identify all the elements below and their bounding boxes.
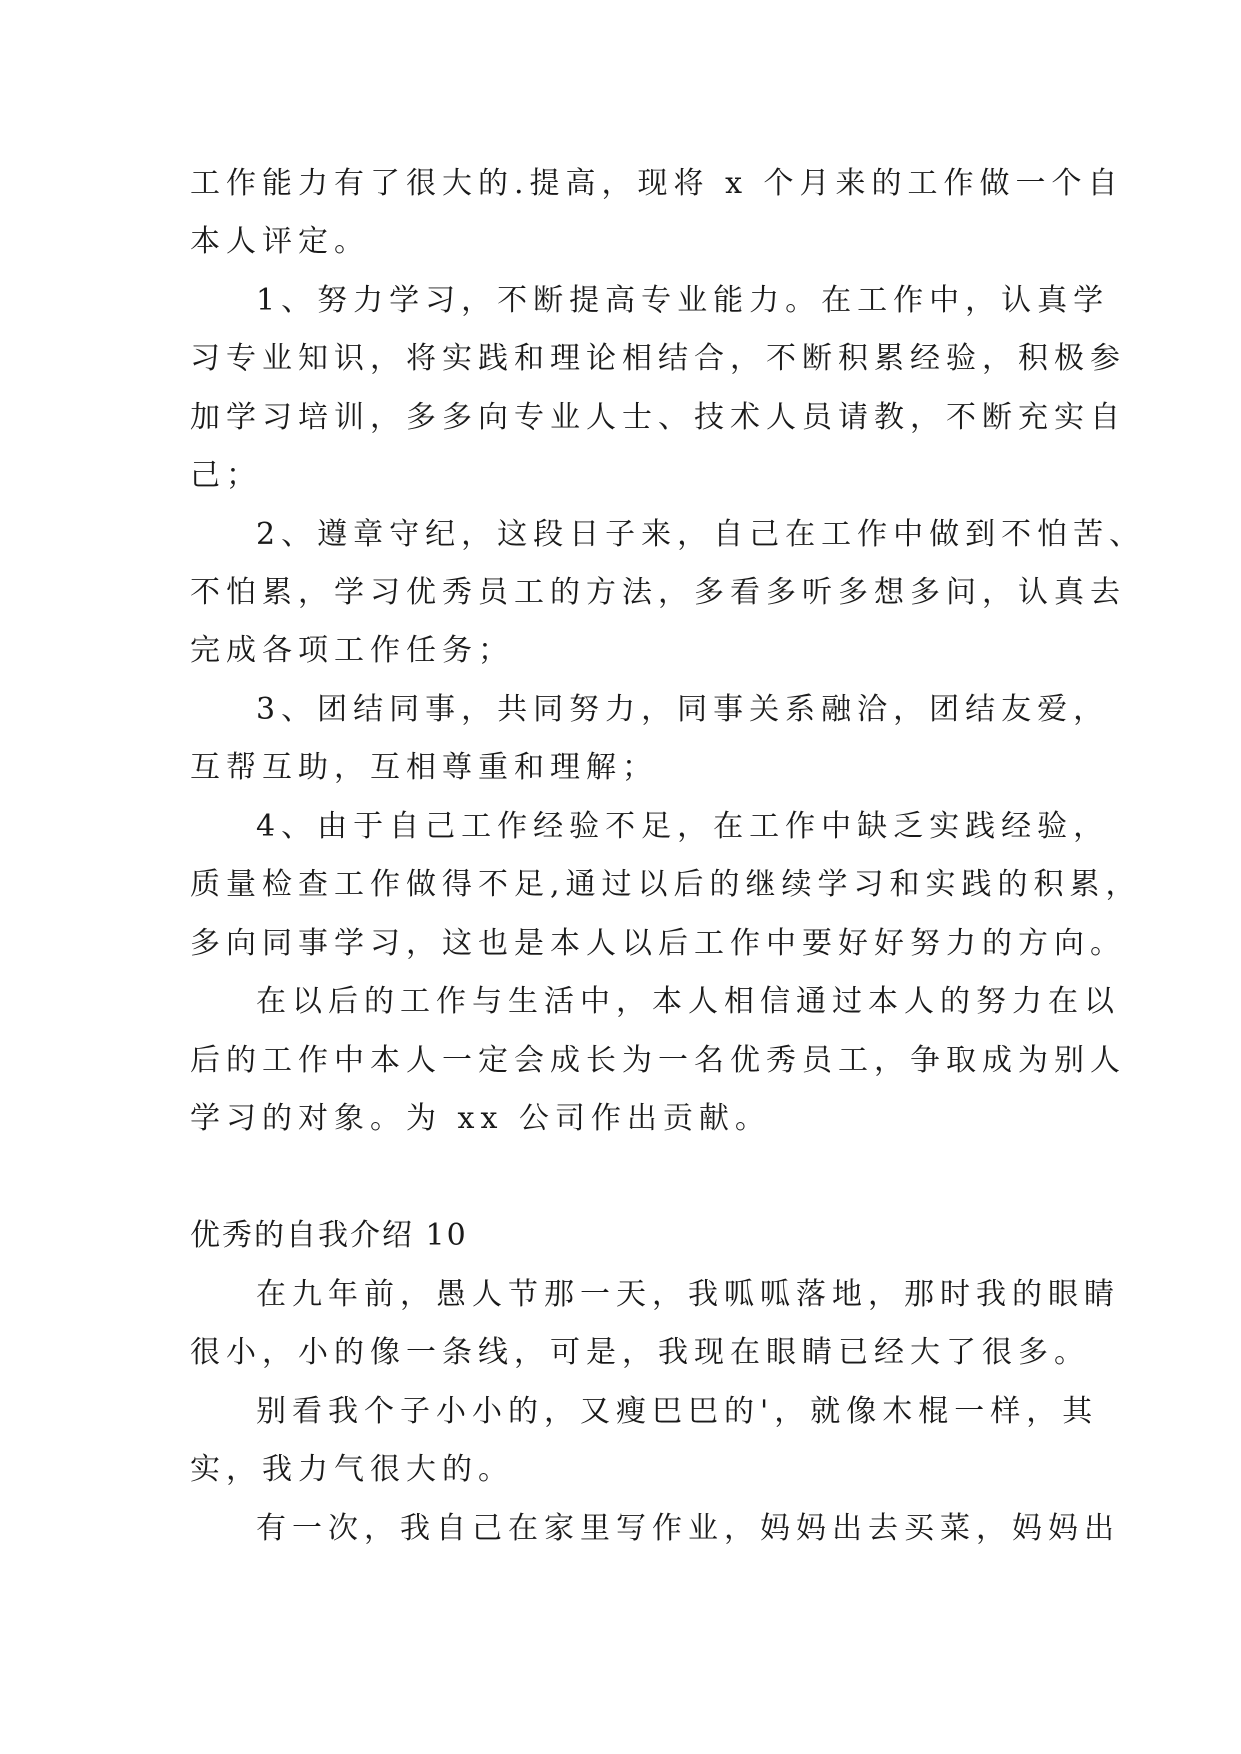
paragraph-1-start: 1、努力学习，不断提高专业能力。在工作中，认真学 xyxy=(256,283,1110,318)
text-line: 很小，小的像一条线，可是，我现在眼睛已经大了很多。 xyxy=(190,1335,1090,1370)
text-line: 习专业知识，将实践和理论相结合，不断积累经验，积极参 xyxy=(190,341,1126,376)
text-line: 完成各项工作任务； xyxy=(190,633,514,668)
paragraph-6-start: 在九年前，愚人节那一天，我呱呱落地，那时我的眼睛 xyxy=(256,1277,1120,1312)
text-line: 后的工作中本人一定会成长为一名优秀员工，争取成为别人 xyxy=(190,1043,1126,1078)
paragraph-7-start: 别看我个子小小的，又瘦巴巴的'，就像木棍一样，其 xyxy=(256,1394,1099,1429)
text-line: 互帮互助，互相尊重和理解； xyxy=(190,750,658,785)
text-line: 工作能力有了很大的.提高，现将 x 个月来的工作做一个自 xyxy=(190,166,1124,201)
section-heading: 优秀的自我介绍 10 xyxy=(190,1218,468,1253)
paragraph-4-start: 4、由于自己工作经验不足，在工作中缺乏实践经验， xyxy=(256,809,1110,844)
paragraph-3-start: 3、团结同事，共同努力，同事关系融洽，团结友爱， xyxy=(256,692,1110,727)
paragraph-2-start: 2、遵章守纪，这段日子来，自己在工作中做到不怕苦、 xyxy=(256,517,1146,552)
text-line: 己； xyxy=(190,458,262,493)
text-line: 本人评定。 xyxy=(190,224,370,259)
text-line: 学习的对象。为 xx 公司作出贡献。 xyxy=(190,1101,771,1136)
text-line: 质量检查工作做得不足,通过以后的继续学习和实践的积累， xyxy=(190,867,1142,902)
text-line: 不怕累，学习优秀员工的方法，多看多听多想多问，认真去 xyxy=(190,575,1126,610)
text-line: 实，我力气很大的。 xyxy=(190,1452,514,1487)
text-line: 多向同事学习，这也是本人以后工作中要好好努力的方向。 xyxy=(190,926,1126,961)
paragraph-5-start: 在以后的工作与生活中，本人相信通过本人的努力在以 xyxy=(256,984,1120,1019)
paragraph-8-start: 有一次，我自己在家里写作业，妈妈出去买菜，妈妈出 xyxy=(256,1511,1120,1546)
text-line: 加学习培训，多多向专业人士、技术人员请教，不断充实自 xyxy=(190,400,1126,435)
